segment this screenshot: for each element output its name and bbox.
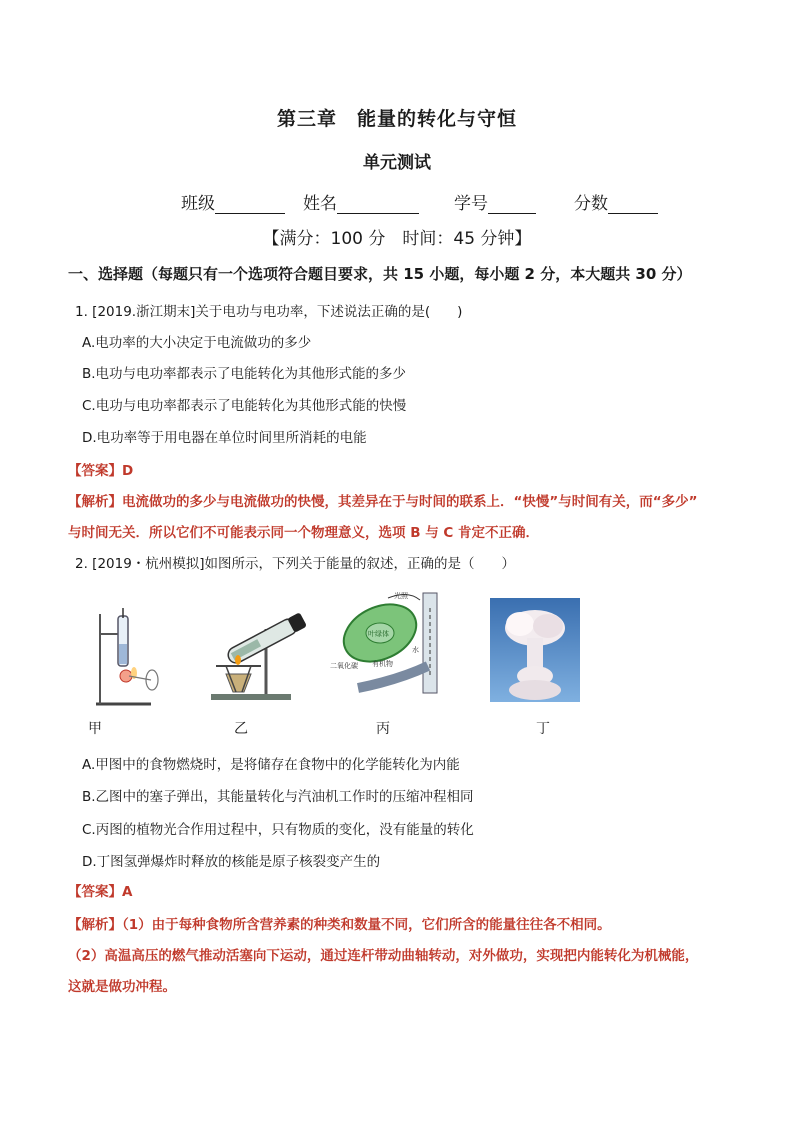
score-blank[interactable] [608,195,658,214]
figure-bing-photosynthesis [328,588,446,700]
q1-analysis-line2 [68,521,728,541]
q1-analysis-text1: 电流做功的多少与电流做功的快慢，其差异在于与时间的联系上．“快慢”与时间有关，而“多少” [122,494,698,510]
figure-ding-mushroom-cloud [490,598,580,702]
q2-answer-tag: 【答案】 [68,884,122,900]
name-label: 姓名 [303,194,337,214]
name-field [303,189,419,214]
q1-analysis-tag: 【解析】 [68,494,122,510]
test-subtitle: 单元测试 [363,153,431,173]
score-field [574,189,658,214]
caption-yi: 乙 [234,721,248,737]
number-label: 学号 [454,194,488,214]
q2-figure-panel [76,588,596,738]
q2-answer [68,880,728,900]
q2-option-b: B.乙图中的塞子弹出，其能量转化与汽油机工作时的压缩冲程相同 [82,789,474,805]
q1-analysis-line1 [68,490,728,510]
q2-analysis-text1: （1）由于每种食物所含营养素的种类和数量不同，它们所含的能量往往各不相同。 [122,917,611,933]
q2-analysis-text3: 这就是做功冲程。 [68,979,176,995]
name-blank[interactable] [337,195,419,214]
q1-option-d: D.电功率等于用电器在单位时间里所消耗的电能 [82,430,367,446]
photosynthesis-label-water: 水 [412,646,419,654]
q2-option-c: C.丙图的植物光合作用过程中，只有物质的变化，没有能量的转化 [82,822,474,838]
q2-analysis-line3 [68,975,728,995]
q1-option-b: B.电功与电功率都表示了电能转化为其他形式能的多少 [82,366,407,382]
q1-answer-value: D [122,463,134,479]
q2-analysis-text2: （2）高温高压的燃气推动活塞向下运动，通过连杆带动曲轴转动，对外做功，实现把内能转化为机械能， [68,948,699,964]
score-label: 分数 [574,194,608,214]
q2-option-a: A.甲图中的食物燃烧时，是将储存在食物中的化学能转化为内能 [82,757,460,773]
q2-analysis-tag: 【解析】 [68,917,122,933]
exam-meta: 【满分：100 分 时间：45 分钟】 [262,229,532,249]
q2-analysis-line1 [68,913,728,933]
q1-option-a: A.电功率的大小决定于电流做功的多少 [82,335,312,351]
q2-analysis-line2 [68,944,728,964]
q2-option-d: D.丁图氢弹爆炸时释放的核能是原子核裂变产生的 [82,854,381,870]
chapter-title: 第三章 能量的转化与守恒 [276,108,517,130]
q2-stem: 2. [2019・杭州模拟]如图所示，下列关于能量的叙述，正确的是（ ） [75,556,516,572]
q1-stem: 1. [2019.浙江期末]关于电功与电功率，下述说法正确的是( ) [75,304,463,320]
class-blank[interactable] [215,195,285,214]
number-field [454,189,536,214]
q2-answer-value: A [122,884,133,900]
class-label: 班级 [181,194,215,214]
q1-answer-tag: 【答案】 [68,463,122,479]
q1-analysis-text2: 与时间无关．所以它们不可能表示同一个物理意义，选项 B 与 C 肯定不正确． [68,525,539,541]
photosynthesis-label-chloroplast: 叶绿体 [368,630,389,638]
figure-jia-burning-food [76,604,166,714]
class-field [181,189,285,214]
photosynthesis-label-organic: 有机物 [372,660,393,668]
section-heading: 一、选择题（每题只有一个选项符合题目要求，共 15 小题，每小题 2 分，本大题共 30 分） [68,265,692,283]
caption-bing: 丙 [376,721,390,737]
figure-yi-test-tube [206,594,316,714]
number-blank[interactable] [488,195,536,214]
caption-ding: 丁 [536,721,550,737]
photosynthesis-label-light: 光照 [394,592,408,600]
q1-option-c: C.电功与电功率都表示了电能转化为其他形式能的快慢 [82,398,407,414]
q1-answer [68,459,728,479]
photosynthesis-label-co2: 二氧化碳 [330,662,358,670]
caption-jia: 甲 [88,721,102,737]
